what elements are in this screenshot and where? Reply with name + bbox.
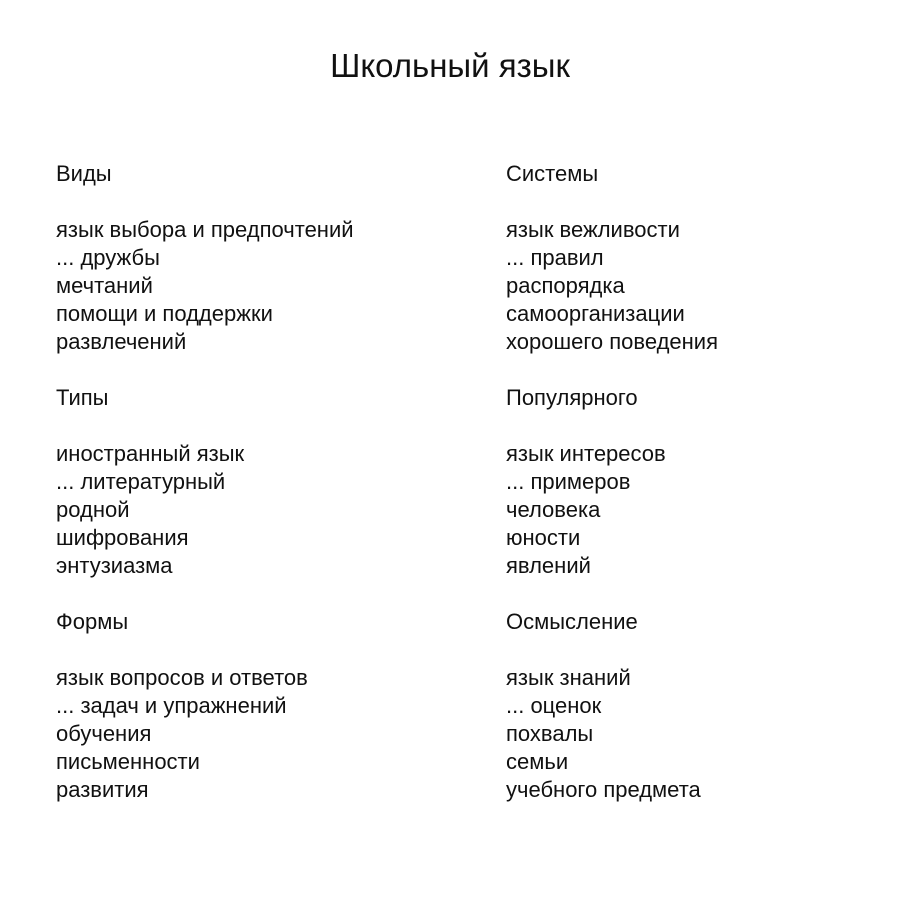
list-item: хорошего поведения [506,329,718,354]
list-item: ... литературный [56,469,226,494]
list-item: юности [506,525,581,550]
item-list [56,664,476,804]
list-item: энтузиазма [56,553,173,578]
list-item: язык интересов [506,441,666,466]
section-formy [56,608,476,832]
section-heading: Типы [56,385,109,410]
list-item: ... оценок [506,693,602,718]
item-list [506,440,900,580]
section-osmyslenie [506,608,900,832]
list-item: язык знаний [506,665,631,690]
list-item: мечтаний [56,273,153,298]
list-item: распорядка [506,273,625,298]
list-item: обучения [56,721,152,746]
section-heading: Осмысление [506,609,638,634]
list-item: язык вопросов и ответов [56,665,308,690]
item-list [506,216,900,356]
item-list [56,440,476,580]
list-item: самоорганизации [506,301,685,326]
page-title: Школьный язык [330,47,570,84]
section-populyarnogo [506,384,900,608]
list-item: помощи и поддержки [56,301,273,326]
section-tipy [56,384,476,608]
left-column [56,160,476,832]
list-item: семьи [506,749,569,774]
list-item: явлений [506,553,591,578]
section-heading: Системы [506,161,599,186]
item-list [56,216,476,356]
section-vidy [56,160,476,384]
list-item: развлечений [56,329,187,354]
list-item: ... дружбы [56,245,160,270]
list-item: иностранный язык [56,441,245,466]
list-item: похвалы [506,721,594,746]
list-item: учебного предмета [506,777,701,802]
list-item: шифрования [56,525,189,550]
list-item: ... примеров [506,469,631,494]
section-sistemy [506,160,900,384]
item-list [506,664,900,804]
section-heading: Виды [56,161,112,186]
section-heading: Формы [56,609,129,634]
list-item: развития [56,777,149,802]
list-item: родной [56,497,130,522]
section-heading: Популярного [506,385,638,410]
right-column [506,160,900,832]
list-item: письменности [56,749,200,774]
list-item: ... правил [506,245,604,270]
list-item: язык выбора и предпочтений [56,217,354,242]
list-item: ... задач и упражнений [56,693,287,718]
list-item: язык вежливости [506,217,680,242]
list-item: человека [506,497,601,522]
